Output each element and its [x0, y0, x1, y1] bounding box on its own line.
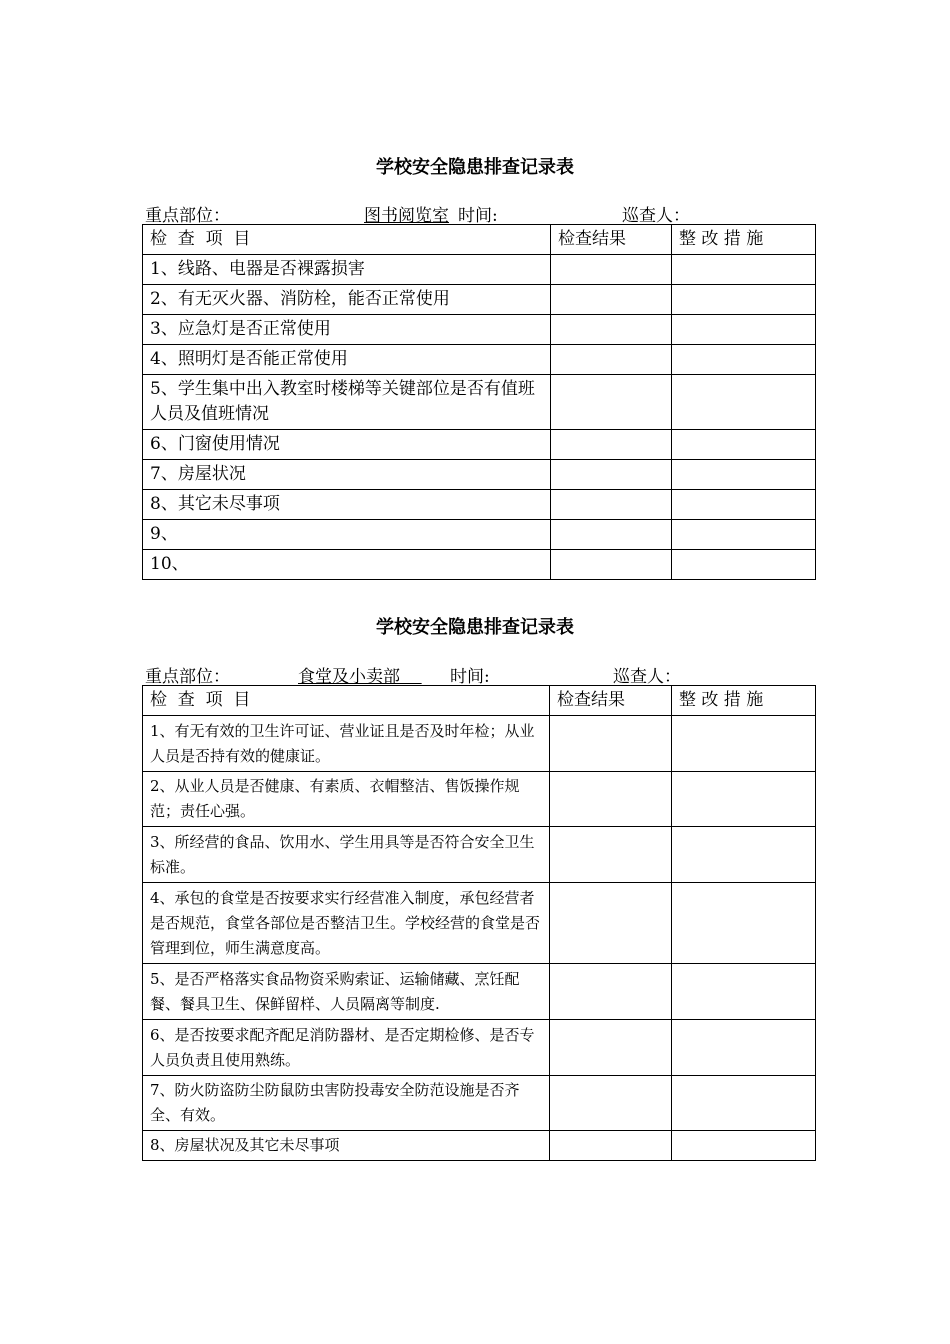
measure-cell[interactable]: [672, 255, 816, 285]
header-check-result: 检查结果: [550, 686, 672, 716]
measure-cell[interactable]: [672, 1020, 816, 1076]
form1-location-value: 图书阅览室: [364, 206, 449, 226]
item-label: 3、所经营的食品、饮用水、学生用具等是否符合安全卫生标准。: [143, 827, 550, 883]
table-header-row: [143, 686, 816, 716]
item-label: 4、承包的食堂是否按要求实行经营准入制度，承包经营者是否规范，食堂各部位是否整洁卫生。学校经营的食堂是否管理到位，师生满意度高。: [143, 883, 550, 964]
result-cell[interactable]: [551, 430, 672, 460]
result-cell[interactable]: [551, 345, 672, 375]
item-label: 2、有无灭火器、消防栓，能否正常使用: [143, 285, 551, 315]
measure-cell[interactable]: [672, 716, 816, 772]
measure-cell[interactable]: [672, 883, 816, 964]
table-header-row: [143, 225, 816, 255]
header-rectification: 整 改 措 施: [672, 686, 816, 716]
result-cell[interactable]: [551, 315, 672, 345]
result-cell[interactable]: [551, 285, 672, 315]
measure-cell[interactable]: [672, 520, 816, 550]
table-row: [143, 255, 816, 285]
measure-cell[interactable]: [672, 964, 816, 1020]
table-row: [143, 315, 816, 345]
measure-cell[interactable]: [672, 550, 816, 580]
measure-cell[interactable]: [672, 375, 816, 430]
table-row: [143, 285, 816, 315]
result-cell[interactable]: [551, 255, 672, 285]
item-label: 8、房屋状况及其它未尽事项: [143, 1131, 550, 1161]
table-row: [143, 1131, 816, 1161]
form2-location-value: 食堂及小卖部: [298, 667, 400, 687]
table-row: [143, 827, 816, 883]
measure-cell[interactable]: [672, 1076, 816, 1131]
item-label: 9、: [143, 520, 551, 550]
result-cell[interactable]: [550, 772, 672, 827]
form1-table: [142, 224, 816, 580]
table-row: [143, 1076, 816, 1131]
form2-location-field: [298, 662, 422, 687]
result-cell[interactable]: [551, 375, 672, 430]
measure-cell[interactable]: [672, 1131, 816, 1161]
measure-cell[interactable]: [672, 430, 816, 460]
item-label: 5、学生集中出入教室时楼梯等关键部位是否有值班人员及值班情况: [143, 375, 551, 430]
item-label: 10、: [143, 550, 551, 580]
result-cell[interactable]: [551, 550, 672, 580]
item-label: 6、是否按要求配齐配足消防器材、是否定期检修、是否专人员负责且使用熟练。: [143, 1020, 550, 1076]
form2-title: 学校安全隐患排查记录表: [376, 617, 574, 638]
table-row: [143, 520, 816, 550]
item-label: 8、其它未尽事项: [143, 490, 551, 520]
table-row: [143, 550, 816, 580]
form2-location-label: 重点部位：: [145, 667, 230, 687]
underline-blank: [400, 667, 422, 687]
table-row: [143, 964, 816, 1020]
form2-table: [142, 685, 816, 1161]
header-rectification: 整 改 措 施: [672, 225, 816, 255]
form1-inspector-label: 巡查人：: [622, 206, 690, 226]
item-label: 1、线路、电器是否裸露损害: [143, 255, 551, 285]
item-label: 7、防火防盗防尘防鼠防虫害防投毒安全防范设施是否齐全、有效。: [143, 1076, 550, 1131]
table-row: [143, 460, 816, 490]
item-label: 5、是否严格落实食品物资采购索证、运输储藏、烹饪配餐、餐具卫生、保鲜留样、人员隔离等制度.: [143, 964, 550, 1020]
result-cell[interactable]: [550, 1020, 672, 1076]
table-row: [143, 1020, 816, 1076]
form1-time-label: 时间:: [458, 206, 498, 226]
item-label: 1、有无有效的卫生许可证、营业证且是否及时年检；从业人员是否持有效的健康证。: [143, 716, 550, 772]
item-label: 2、从业人员是否健康、有素质、衣帽整洁、售饭操作规范；责任心强。: [143, 772, 550, 827]
measure-cell[interactable]: [672, 490, 816, 520]
item-label: 6、门窗使用情况: [143, 430, 551, 460]
table-row: [143, 375, 816, 430]
result-cell[interactable]: [550, 1076, 672, 1131]
table-row: [143, 430, 816, 460]
measure-cell[interactable]: [672, 345, 816, 375]
table-row: [143, 883, 816, 964]
measure-cell[interactable]: [672, 827, 816, 883]
result-cell[interactable]: [550, 964, 672, 1020]
item-label: 3、应急灯是否正常使用: [143, 315, 551, 345]
result-cell[interactable]: [550, 883, 672, 964]
form2-time-label: 时间:: [450, 667, 490, 687]
result-cell[interactable]: [550, 1131, 672, 1161]
result-cell[interactable]: [551, 490, 672, 520]
measure-cell[interactable]: [672, 315, 816, 345]
result-cell[interactable]: [550, 827, 672, 883]
header-check-item: 检 查 项 目: [143, 225, 551, 255]
item-label: 7、房屋状况: [143, 460, 551, 490]
form1-title: 学校安全隐患排查记录表: [376, 157, 574, 178]
measure-cell[interactable]: [672, 460, 816, 490]
measure-cell[interactable]: [672, 285, 816, 315]
table-row: [143, 772, 816, 827]
table-row: [143, 490, 816, 520]
result-cell[interactable]: [551, 460, 672, 490]
result-cell[interactable]: [550, 716, 672, 772]
form2-inspector-label: 巡查人：: [613, 667, 681, 687]
measure-cell[interactable]: [672, 772, 816, 827]
header-check-item: 检 查 项 目: [143, 686, 550, 716]
table-row: [143, 716, 816, 772]
item-label: 4、照明灯是否能正常使用: [143, 345, 551, 375]
result-cell[interactable]: [551, 520, 672, 550]
header-check-result: 检查结果: [551, 225, 672, 255]
table-row: [143, 345, 816, 375]
form1-location-label: 重点部位：: [145, 206, 230, 226]
